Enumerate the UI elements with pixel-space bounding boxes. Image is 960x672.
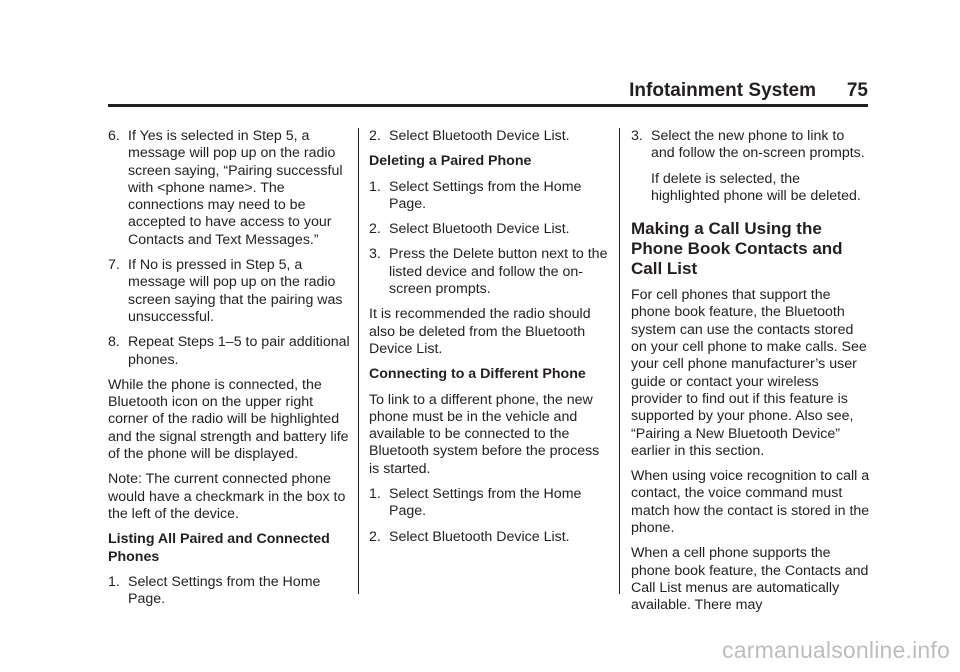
indented-paragraph: If delete is selected, the highlighted phone will be deleted. [651, 170, 861, 204]
list-text: Select Settings from the Home Page. [389, 178, 582, 212]
list-item [369, 246, 609, 298]
list-text: Press the Delete button next to the listed device and follow the on-screen prompts. [389, 246, 608, 298]
list-item [369, 221, 609, 238]
paragraph: It is recommended the radio should also be deleted from the Bluetooth Device List. [369, 306, 591, 357]
subheading: Connecting to a Different Phone [369, 366, 586, 383]
list-number: 2. [369, 128, 381, 144]
list-text: Select Bluetooth Device List. [389, 528, 570, 545]
list-text: Repeat Steps 1–5 to pair additional phones. [128, 334, 350, 368]
paragraph: For cell phones that support the phone book feature, the Bluetooth system can use the contacts stored on your cell phone to make calls. See your cell phone manufacturer’s user guide or contact your wireless provider to find out if this feature is supported by your phone. Also see, “Pairing a New Bluetooth Device” earlier in this section. [631, 287, 867, 459]
list-number: 3. [369, 246, 381, 263]
list-number: 2. [369, 221, 381, 238]
column-divider [358, 128, 359, 594]
paragraph: While the phone is connected, the Bluetooth icon on the upper right corner of the radio will be highlighted and the signal strength and battery life of the phone will be displayed. [108, 376, 349, 463]
list-item [108, 128, 352, 249]
list-number: 2. [369, 528, 381, 545]
list-item [108, 574, 352, 609]
list-text: Select Settings from the Home Page. [389, 486, 582, 520]
list-number: 3. [631, 128, 643, 144]
paragraph: Note: The current connected phone would have a checkmark in the box to the left of the device. [108, 471, 346, 522]
list-number: 8. [108, 334, 120, 351]
column-1 [108, 128, 352, 616]
list-number: 1. [369, 178, 381, 195]
list-number: 7. [108, 257, 120, 274]
list-item [369, 529, 609, 546]
column-3 [631, 128, 871, 623]
page-header [108, 76, 868, 107]
list-item [369, 128, 609, 145]
column-divider [619, 128, 620, 594]
list-item [108, 334, 352, 369]
list-text: Select Bluetooth Device List. [389, 128, 570, 144]
list-text: If Yes is selected in Step 5, a message will pop up on the radio screen saying, “Pairing successful with <phone name>. The connections may need to be accepted to have access to your Contacts and Text Messages.” [128, 128, 343, 248]
paragraph: When using voice recognition to call a contact, the voice command must match how the contact is stored in the phone. [631, 468, 870, 537]
subheading: Listing All Paired and Connected Phones [108, 531, 330, 565]
paragraph: When a cell phone supports the phone book feature, the Contacts and Call List menus are automatically available. There may [631, 545, 869, 614]
page-number: 75 [846, 80, 868, 101]
list-number: 1. [108, 573, 120, 590]
list-text: Select Bluetooth Device List. [389, 221, 570, 238]
list-item [369, 179, 609, 214]
list-text: Select Settings from the Home Page. [128, 573, 321, 608]
section-heading: Making a Call Using the Phone Book Contacts and Call List [631, 219, 843, 279]
section-title: Infotainment System [629, 80, 816, 101]
list-number: 1. [369, 486, 381, 503]
column-2 [369, 128, 609, 554]
list-item [631, 128, 871, 163]
list-item [369, 486, 609, 521]
watermark: carmanualsonline.info [722, 637, 950, 663]
paragraph: To link to a different phone, the new phone must be in the vehicle and available to be connected to the Bluetooth system before the process is started. [369, 391, 600, 477]
subheading: Deleting a Paired Phone [369, 153, 532, 170]
list-text: If No is pressed in Step 5, a message will pop up on the radio screen saying that the pairing was unsuccessful. [128, 257, 343, 325]
list-number: 6. [108, 128, 120, 144]
list-text: Select the new phone to link to and follow the on-screen prompts. [651, 128, 865, 162]
list-item [108, 257, 352, 326]
